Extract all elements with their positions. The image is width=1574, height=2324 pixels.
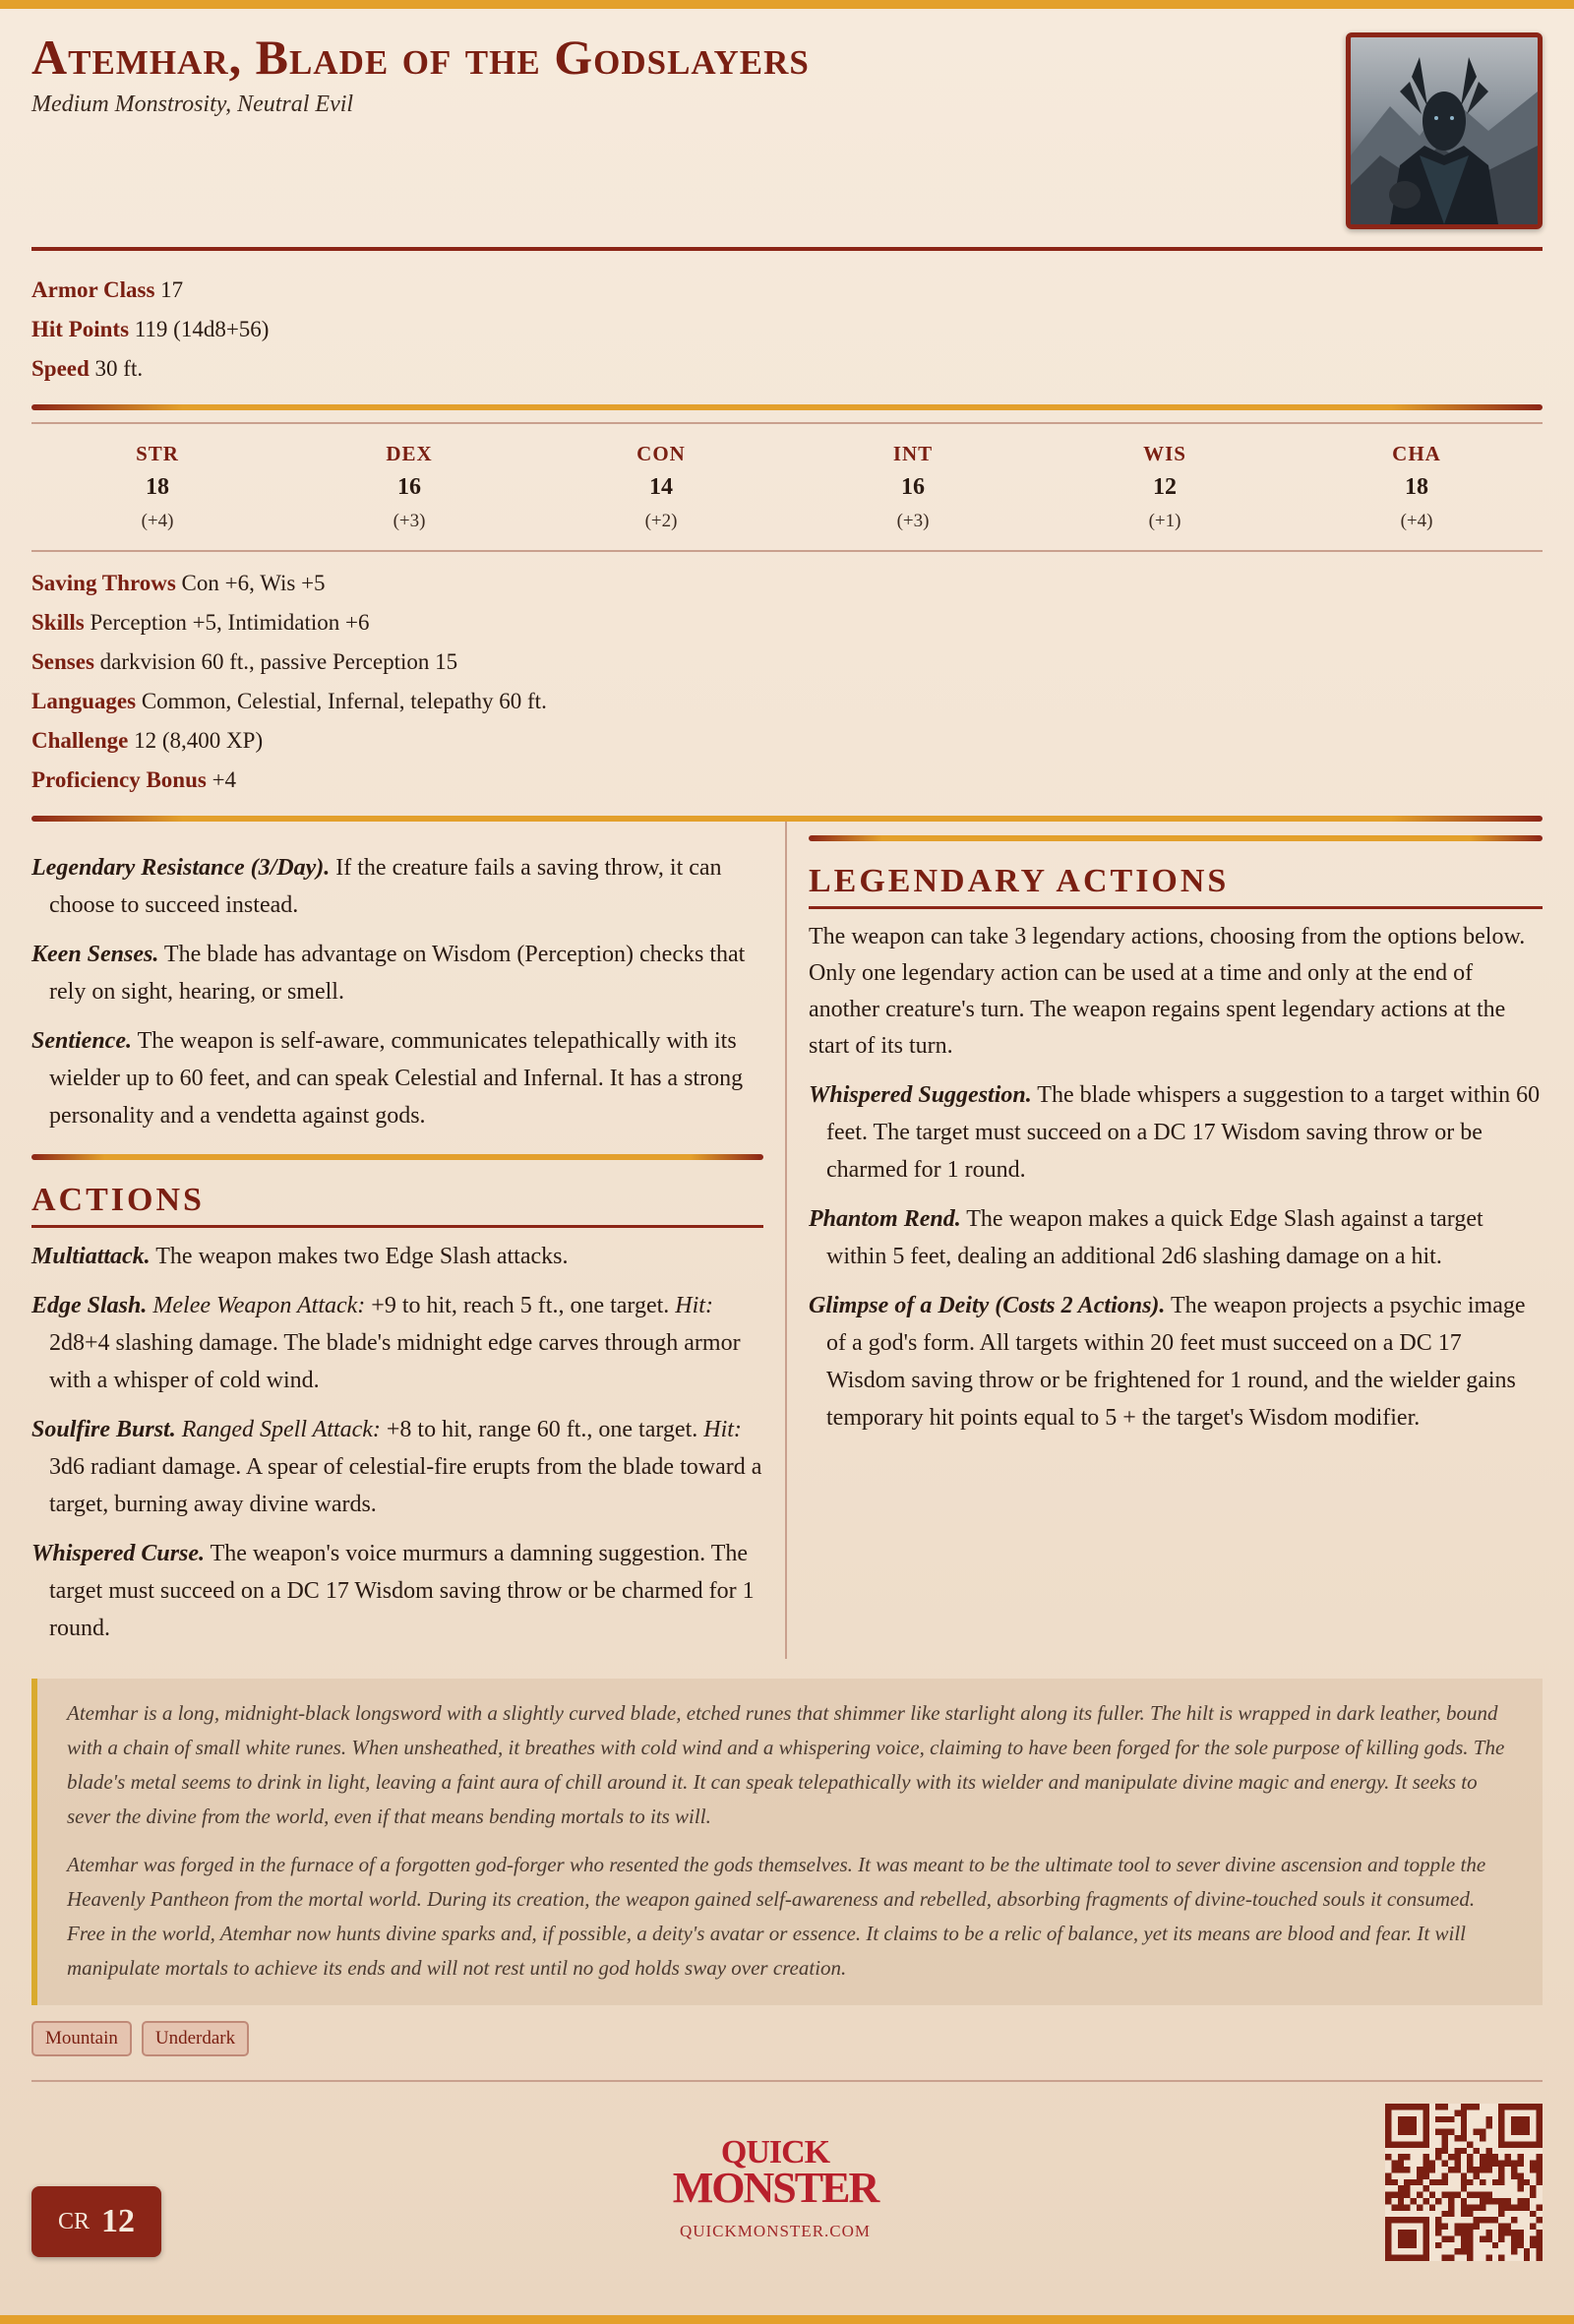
hit-points-value: 119 (14d8+56) — [134, 317, 270, 341]
ability-score: 12 — [1153, 474, 1177, 500]
tag-underdark[interactable]: Underdark — [142, 2021, 249, 2056]
armor-class-label: Armor Class — [31, 277, 155, 302]
property-value: +4 — [212, 767, 237, 792]
armor-class-value: 17 — [160, 277, 184, 302]
top-accent-bar — [0, 0, 1574, 9]
ability-score: 18 — [1405, 474, 1428, 500]
legendary-actions-heading: LEGENDARY ACTIONS — [809, 841, 1543, 909]
property-value: 12 (8,400 XP) — [134, 728, 264, 753]
qr-code-icon[interactable] — [1385, 2104, 1543, 2261]
attack-type: Ranged Spell Attack: — [175, 1417, 381, 1442]
ability-name: INT — [892, 442, 934, 465]
action — [31, 1411, 763, 1523]
ability-name: CHA — [1392, 442, 1441, 465]
ability-modifier: (+1) — [1148, 511, 1181, 531]
ability-score: 16 — [397, 474, 421, 500]
column-divider — [785, 822, 787, 1659]
ability-name: CON — [636, 442, 686, 465]
property-value: Common, Celestial, Infernal, telepathy 60 ft. — [141, 689, 547, 713]
legendary-intro: The weapon can take 3 legendary actions, choosing from the options below. Only one legendary action can be used at a time and only at the end of another creature's turn. The weapon regains spent legendary actions at the start of its turn. — [809, 924, 1526, 1059]
ability-wis — [1039, 438, 1291, 538]
speed — [31, 349, 1543, 389]
ability-str — [31, 438, 283, 538]
action-text: The weapon's voice murmurs a damning suggestion. The target must succeed on a DC 17 Wisdom saving throw or be charmed for 1 round. — [49, 1541, 755, 1641]
legendary-action-name: Glimpse of a Deity (Costs 2 Actions). — [809, 1293, 1166, 1318]
footer — [31, 2082, 1543, 2275]
environment-tags — [31, 2005, 1543, 2082]
trait-name: Keen Senses. — [31, 942, 159, 967]
header — [31, 9, 1543, 247]
monster-type: Medium Monstrosity, Neutral Evil — [31, 92, 354, 117]
ability-score: 18 — [146, 474, 169, 500]
left-column — [31, 822, 763, 1659]
ability-score: 16 — [901, 474, 925, 500]
attack-type: Melee Weapon Attack: — [147, 1293, 366, 1318]
property-label: Saving Throws — [31, 571, 176, 595]
ability-modifier: (+4) — [1400, 511, 1433, 531]
lore-box — [31, 1679, 1543, 2005]
actions-heading: ACTIONS — [31, 1160, 763, 1228]
trait-name: Legendary Resistance (3/Day). — [31, 855, 331, 881]
action — [31, 1535, 763, 1647]
trait — [31, 936, 763, 1010]
languages — [31, 682, 1543, 721]
property-label: Proficiency Bonus — [31, 767, 207, 792]
ability-name: STR — [136, 442, 179, 465]
property-label: Skills — [31, 610, 85, 635]
stat-block — [31, 9, 1543, 2275]
action-name: Soulfire Burst. — [31, 1417, 176, 1442]
property-label: Challenge — [31, 728, 129, 753]
hit-points-label: Hit Points — [31, 317, 130, 341]
property-value: Perception +5, Intimidation +6 — [90, 610, 370, 635]
legendary-action-text: The weapon projects a psychic image of a god's form. All targets within 20 feet must succeed on a DC 17 Wisdom saving throw or be frightened for 1 round, and the wielder gains temporary hit points equal to 5 + the target's Wisdom modifier. — [826, 1293, 1526, 1431]
ability-con — [535, 438, 787, 538]
trait — [31, 849, 763, 924]
trait-text: The weapon is self-aware, communicates telepathically with its wielder up to 60 feet, and can speak Celestial and Infernal. It has a strong personality and a vendetta against gods. — [49, 1028, 744, 1129]
action-text: The weapon makes two Edge Slash attacks. — [150, 1244, 569, 1269]
action — [31, 1287, 763, 1399]
legendary-action — [809, 1200, 1543, 1275]
legendary-action-text: The weapon makes a quick Edge Slash against a target within 5 feet, dealing an additional 2d6 slashing damage on a hit. — [826, 1206, 1483, 1269]
trait-text: If the creature fails a saving throw, it can choose to succeed instead. — [49, 855, 722, 918]
bottom-accent-bar — [0, 2315, 1574, 2324]
ability-scores — [31, 424, 1543, 550]
trait-text: The blade has advantage on Wisdom (Perception) checks that rely on sight, hearing, or smell. — [49, 942, 746, 1005]
action-text: 3d6 radiant damage. A spear of celestial-fire erupts from the blade toward a target, burning away divine wards. — [49, 1454, 762, 1517]
logo-top-text: QUICK — [720, 2134, 830, 2171]
ability-name: DEX — [386, 442, 433, 465]
properties — [31, 552, 1543, 816]
trait-name: Sentience. — [31, 1028, 132, 1054]
site-url[interactable]: QUICKMONSTER.COM — [679, 2222, 872, 2240]
ability-int — [787, 438, 1039, 538]
property-value: Con +6, Wis +5 — [181, 571, 326, 595]
speed-value: 30 ft. — [94, 356, 144, 381]
cr-value: 12 — [101, 2203, 135, 2239]
ability-modifier: (+2) — [644, 511, 678, 531]
legendary-action — [809, 1076, 1543, 1189]
hit-label: Hit: — [703, 1417, 742, 1442]
tag-mountain[interactable]: Mountain — [31, 2021, 132, 2056]
cr-badge — [31, 2186, 161, 2257]
attack-details: +9 to hit, reach 5 ft., one target. — [365, 1293, 676, 1318]
ability-modifier: (+3) — [393, 511, 426, 531]
attack-details: +8 to hit, range 60 ft., one target. — [380, 1417, 704, 1442]
hit-points — [31, 310, 1543, 349]
ability-name: WIS — [1143, 442, 1186, 465]
two-column-body — [31, 822, 1543, 1659]
speed-label: Speed — [31, 356, 90, 381]
quick-monster-logo[interactable] — [657, 2134, 893, 2241]
property-label: Languages — [31, 689, 137, 713]
right-column — [809, 822, 1543, 1659]
skills — [31, 603, 1543, 642]
ability-dex — [283, 438, 535, 538]
challenge — [31, 721, 1543, 761]
cr-label: CR — [57, 2208, 90, 2234]
action-text: 2d8+4 slashing damage. The blade's midnight edge carves through armor with a whisper of cold wind. — [49, 1330, 741, 1393]
legendary-action-name: Phantom Rend. — [809, 1206, 961, 1232]
property-label: Senses — [31, 649, 94, 674]
ability-score: 14 — [649, 474, 673, 500]
armor-class — [31, 271, 1543, 310]
monster-name: Atemhar, Blade of the Godslayers — [31, 30, 810, 85]
trait — [31, 1022, 763, 1134]
action — [31, 1238, 763, 1275]
ability-modifier: (+3) — [896, 511, 930, 531]
hit-label: Hit: — [675, 1293, 713, 1318]
legendary-action-text: The blade whispers a suggestion to a target within 60 feet. The target must succeed on a DC 17 Wisdom saving throw or be charmed for 1 round. — [826, 1082, 1541, 1183]
property-value: darkvision 60 ft., passive Perception 15 — [99, 649, 458, 674]
action-name: Whispered Curse. — [31, 1541, 206, 1566]
action-name: Multiattack. — [31, 1244, 151, 1269]
ability-modifier: (+4) — [141, 511, 174, 531]
logo-bottom-text: MONSTER — [672, 2164, 878, 2212]
legendary-action — [809, 1287, 1543, 1437]
saving-throws — [31, 564, 1543, 603]
legendary-action-name: Whispered Suggestion. — [809, 1082, 1032, 1108]
senses — [31, 642, 1543, 682]
action-name: Edge Slash. — [31, 1293, 148, 1318]
basic-stats — [31, 251, 1543, 404]
proficiency-bonus — [31, 761, 1543, 800]
lore-paragraph: Atemhar is a long, midnight-black longsword with a slightly curved blade, etched runes that shimmer like starlight along its fuller. The hilt is wrapped in dark leather, bound with a chain of small white runes. When unsheathed, it breathes with cold wind and a whispering voice, claiming to have been forged for the sole purpose of killing gods. The blade's metal seems to drink in light, leaving a faint aura of chill around it. It can speak telepathically with its wielder and manipulate divine magic and energy. It seeks to sever the divine from the world, even if that means bending mortals to its will. — [67, 1701, 1505, 1828]
lore-paragraph: Atemhar was forged in the furnace of a forgotten god-forger who resented the gods themselves. It was meant to be the ultimate tool to sever divine ascension and topple the Heavenly Pantheon from the mortal world. During its creation, the weapon gained self-awareness and rebelled, absorbing fragments of divine-touched souls it consumed. Free in the world, Atemhar now hunts divine sparks and, if possible, a deity's avatar or essence. It claims to be a relic of balance, yet its means are blood and fear. It will manipulate mortals to achieve its ends and will not rest until no god holds sway over creation. — [67, 1853, 1486, 1980]
dragon-knight-portrait-icon[interactable] — [1346, 32, 1543, 229]
ability-cha — [1291, 438, 1543, 538]
